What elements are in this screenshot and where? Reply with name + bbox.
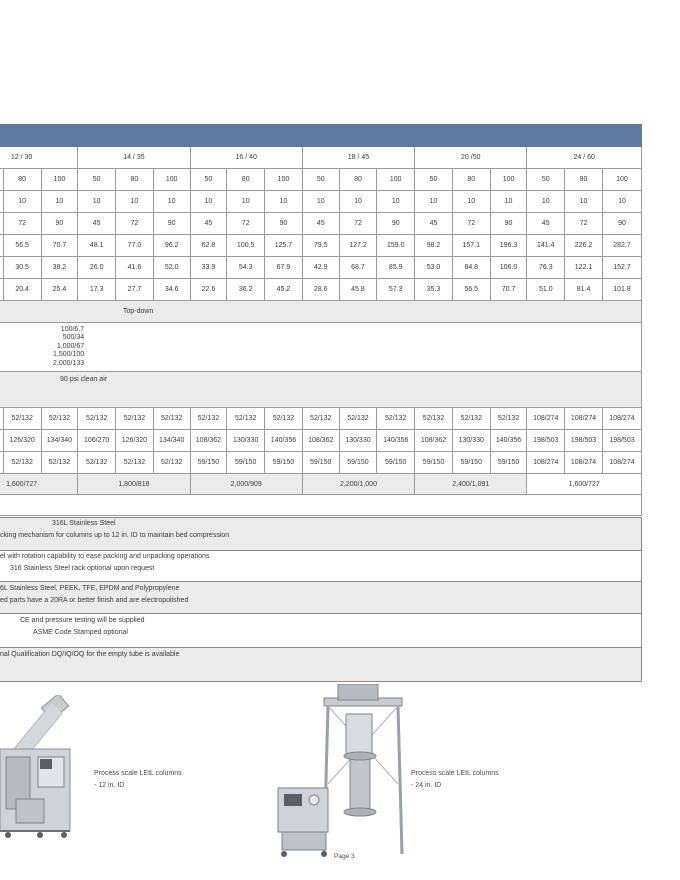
- table-cell: 72: [116, 213, 154, 235]
- table-cell: 108/362: [302, 430, 339, 452]
- table-cell: 10: [78, 191, 116, 213]
- table-cell: 59/150: [339, 452, 377, 474]
- table-cell: 45: [190, 213, 227, 235]
- table-cell: 77.0: [116, 235, 154, 257]
- table-cell: 130/330: [452, 430, 490, 452]
- spec-table: [0, 124, 642, 516]
- weight-row: [0, 474, 642, 495]
- table-cell: 52/132: [377, 408, 415, 430]
- size-cell: 16 / 40: [190, 147, 302, 169]
- table-cell: 100: [265, 169, 303, 191]
- table-cell: 33.9: [190, 257, 227, 279]
- table-cell: 108/274: [527, 452, 565, 474]
- table-row: [0, 452, 642, 474]
- table-cell: 59/150: [415, 452, 453, 474]
- table-cell: 50: [190, 169, 227, 191]
- size-cell: 18 / 45: [302, 147, 414, 169]
- table-row: [0, 235, 642, 257]
- size-cell: 12 / 30: [0, 147, 78, 169]
- table-cell: 134/340: [153, 430, 190, 452]
- table-row: [0, 191, 642, 213]
- table-cell: 126/320: [3, 430, 41, 452]
- table-cell: 27.7: [116, 279, 154, 301]
- table-cell: 100: [153, 169, 190, 191]
- table-cell: 56.5: [452, 279, 490, 301]
- table-cell: 50: [527, 169, 565, 191]
- table-cell: 10: [452, 191, 490, 213]
- table-cell: 72: [565, 213, 603, 235]
- table-cell: 10: [302, 191, 339, 213]
- column-size-row: [0, 147, 642, 169]
- column-photo-24in: [276, 684, 404, 860]
- pressure-line: 1,500/100: [53, 351, 85, 359]
- table-cell: 108/274: [565, 452, 603, 474]
- note-wetted: 6L Stainless Steel, PEEK, TFE, EPDM and Polypropylene: [0, 585, 180, 592]
- orientation-row: [0, 301, 642, 323]
- table-cell: 130/330: [339, 430, 377, 452]
- table-row: [0, 430, 642, 452]
- pressure-row: [0, 323, 642, 372]
- dimension-rows: [0, 408, 642, 474]
- table-row: [0, 169, 642, 191]
- table-cell: 90: [490, 213, 527, 235]
- table-cell: 52/132: [265, 408, 303, 430]
- table-cell: 30.5: [3, 257, 41, 279]
- table-cell: 52/132: [78, 452, 116, 474]
- table-cell: 56.5: [3, 235, 41, 257]
- table-cell: 52/132: [153, 408, 190, 430]
- table-cell: 198/503: [602, 430, 641, 452]
- table-cell: 52/132: [116, 452, 154, 474]
- note-frame: el with rotation capability to ease packing and unpacking operations: [0, 553, 210, 560]
- table-cell: 76.3: [527, 257, 565, 279]
- table-cell: 140/356: [490, 430, 527, 452]
- table-cell: 22.6: [190, 279, 227, 301]
- table-cell: 10: [265, 191, 303, 213]
- table-cell: 45: [415, 213, 453, 235]
- table-cell: 130/330: [227, 430, 265, 452]
- table-cell: 52/132: [490, 408, 527, 430]
- table-cell: 108/274: [602, 452, 641, 474]
- table-cell: 59/150: [265, 452, 303, 474]
- table-cell: 10: [527, 191, 565, 213]
- notes-table: [0, 517, 642, 682]
- table-cell: 106.0: [490, 257, 527, 279]
- table-cell: 226.2: [565, 235, 603, 257]
- caption-24in: [411, 768, 499, 792]
- note-qualification: nal Qualification DQ/IQ/OQ for the empty tube is available: [0, 651, 180, 658]
- table-cell: 52/132: [227, 408, 265, 430]
- page-number: Page 3: [334, 853, 355, 860]
- table-cell: 10: [116, 191, 154, 213]
- notes-wetted-row: [0, 582, 642, 614]
- table-cell: 10: [490, 191, 527, 213]
- table-cell: 52/132: [153, 452, 190, 474]
- caption-24in-title: Process scale LEtL columns: [411, 770, 499, 777]
- table-cell: 100: [602, 169, 641, 191]
- table-header-bar: [0, 125, 642, 147]
- table-cell: 10: [227, 191, 265, 213]
- table-cell: 122.1: [565, 257, 603, 279]
- table-cell: 10: [339, 191, 377, 213]
- table-cell: 45: [302, 213, 339, 235]
- table-cell: 80: [116, 169, 154, 191]
- table-cell: 59/150: [190, 452, 227, 474]
- table-cell: 52/132: [116, 408, 154, 430]
- table-cell: 79.5: [302, 235, 339, 257]
- table-cell: 282.7: [602, 235, 641, 257]
- table-cell: 108/274: [602, 408, 641, 430]
- note-finish: ed parts have a 20RA or better finish and are electropolished: [0, 597, 189, 604]
- table-cell: 80: [227, 169, 265, 191]
- size-cell: 20 /50: [415, 147, 527, 169]
- table-cell: 100: [377, 169, 415, 191]
- table-cell: 17.3: [78, 279, 116, 301]
- table-cell: 100: [41, 169, 78, 191]
- table-cell: 45.2: [265, 279, 303, 301]
- table-cell: 72: [3, 213, 41, 235]
- table-cell: 108/274: [527, 408, 565, 430]
- caption-12in-title: Process scale LEtL columns: [94, 770, 182, 777]
- table-cell: 10: [3, 191, 41, 213]
- caption-12in-size: - 12 in. ID: [94, 782, 125, 789]
- table-cell: 28.6: [302, 279, 339, 301]
- table-cell: 67.9: [265, 257, 303, 279]
- table-cell: 101.8: [602, 279, 641, 301]
- table-cell: 106/270: [78, 430, 116, 452]
- pressure-ratings: [53, 326, 84, 369]
- table-row: [0, 257, 642, 279]
- table-cell: 108/274: [565, 408, 603, 430]
- table-row: [0, 213, 642, 235]
- table-cell: 96.2: [153, 235, 190, 257]
- table-cell: 108/362: [190, 430, 227, 452]
- table-cell: 141.4: [527, 235, 565, 257]
- weight-cell: 1,600/727: [527, 474, 642, 495]
- table-cell: 70.7: [490, 279, 527, 301]
- orientation-value: Top-down: [0, 301, 642, 323]
- weight-cell: 1,600/727: [0, 474, 78, 495]
- table-cell: 80: [452, 169, 490, 191]
- pressure-line: 100/6.7: [60, 325, 85, 333]
- table-cell: 59/150: [490, 452, 527, 474]
- table-cell: 53.0: [415, 257, 453, 279]
- table-cell: 84.8: [452, 257, 490, 279]
- table-cell: 57.3: [377, 279, 415, 301]
- table-cell: 45: [78, 213, 116, 235]
- table-cell: 198/503: [565, 430, 603, 452]
- table-cell: 25.4: [41, 279, 78, 301]
- table-cell: 52/132: [415, 408, 453, 430]
- table-cell: 35.3: [415, 279, 453, 301]
- table-cell: 52/132: [339, 408, 377, 430]
- table-cell: 59/150: [227, 452, 265, 474]
- table-cell: 10: [377, 191, 415, 213]
- table-cell: 72: [339, 213, 377, 235]
- table-cell: 38.2: [41, 257, 78, 279]
- pressure-line: 1,000/67: [56, 342, 85, 350]
- weight-cell: 2,200/1,000: [302, 474, 414, 495]
- table-cell: 80: [3, 169, 41, 191]
- table-cell: 52.0: [153, 257, 190, 279]
- table-cell: 41.6: [116, 257, 154, 279]
- air-supply-row: [0, 372, 642, 408]
- table-cell: 45.8: [339, 279, 377, 301]
- table-cell: 85.9: [377, 257, 415, 279]
- weight-cell: 2,400/1,091: [415, 474, 527, 495]
- table-cell: 10: [565, 191, 603, 213]
- weight-cell: 1,800/818: [78, 474, 190, 495]
- table-cell: 90: [41, 213, 78, 235]
- table-cell: 45: [527, 213, 565, 235]
- table-cell: 72: [227, 213, 265, 235]
- table-cell: 54.3: [227, 257, 265, 279]
- table-cell: 52/132: [190, 408, 227, 430]
- note-rack: 316 Stainless Steel rack optional upon request: [10, 565, 155, 572]
- notes-material-row: [0, 518, 642, 551]
- table-cell: 159.0: [377, 235, 415, 257]
- table-cell: 90: [602, 213, 641, 235]
- weight-cell: 2,000/909: [190, 474, 302, 495]
- column-photo-12in: [0, 695, 85, 855]
- notes-frame-row: [0, 551, 642, 582]
- table-cell: 100.5: [227, 235, 265, 257]
- table-cell: 72: [452, 213, 490, 235]
- note-packing: cking mechanism for columns up to 12 in. ID to maintain bed compression: [0, 532, 230, 539]
- table-cell: 59/150: [302, 452, 339, 474]
- table-cell: 52/132: [78, 408, 116, 430]
- table-cell: 20.4: [3, 279, 41, 301]
- table-cell: 90: [153, 213, 190, 235]
- table-cell: 36.2: [227, 279, 265, 301]
- table-cell: 10: [602, 191, 641, 213]
- table-cell: 134/340: [41, 430, 78, 452]
- table-cell: 81.4: [565, 279, 603, 301]
- table-cell: 26.0: [78, 257, 116, 279]
- note-ce: CE and pressure testing will be supplied: [20, 617, 145, 624]
- note-asme: ASME Code Stamped optional: [33, 629, 128, 636]
- table-cell: 100: [490, 169, 527, 191]
- table-cell: 90: [265, 213, 303, 235]
- table-cell: 34.6: [153, 279, 190, 301]
- size-cell: 14 / 35: [78, 147, 190, 169]
- table-row: [0, 408, 642, 430]
- notes-qualification-row: [0, 648, 642, 682]
- table-cell: 108/362: [415, 430, 453, 452]
- table-cell: 48.1: [78, 235, 116, 257]
- table-cell: 157.1: [452, 235, 490, 257]
- table-cell: 10: [41, 191, 78, 213]
- table-cell: 50: [78, 169, 116, 191]
- table-cell: 52/132: [41, 408, 78, 430]
- note-material: 316L Stainless Steel: [52, 520, 116, 527]
- table-cell: 10: [415, 191, 453, 213]
- table-cell: 140/356: [265, 430, 303, 452]
- notes-ce-row: [0, 614, 642, 648]
- table-cell: 10: [153, 191, 190, 213]
- table-cell: 51.0: [527, 279, 565, 301]
- table-cell: 68.7: [339, 257, 377, 279]
- table-row: [0, 279, 642, 301]
- table-cell: 52/132: [41, 452, 78, 474]
- table-cell: 42.9: [302, 257, 339, 279]
- table-cell: 80: [565, 169, 603, 191]
- table-cell: 59/150: [377, 452, 415, 474]
- table-cell: 52/132: [3, 408, 41, 430]
- table-cell: 10: [190, 191, 227, 213]
- table-cell: 196.3: [490, 235, 527, 257]
- table-cell: 59/150: [452, 452, 490, 474]
- table-cell: 80: [339, 169, 377, 191]
- table-cell: 52/132: [3, 452, 41, 474]
- blank-row: [0, 495, 642, 516]
- table-cell: 52/132: [452, 408, 490, 430]
- table-cell: 126/320: [116, 430, 154, 452]
- pressure-line: 500/34: [62, 334, 85, 342]
- numeric-rows: [0, 169, 642, 301]
- table-cell: 50: [302, 169, 339, 191]
- pressure-line: 2,000/133: [53, 359, 85, 367]
- table-cell: 90: [377, 213, 415, 235]
- caption-24in-size: - 24 in. ID: [411, 782, 442, 789]
- table-cell: 98.2: [415, 235, 453, 257]
- table-cell: 62.8: [190, 235, 227, 257]
- table-cell: 70.7: [41, 235, 78, 257]
- size-cell: 24 / 60: [527, 147, 642, 169]
- table-cell: 152.7: [602, 257, 641, 279]
- table-cell: 127.2: [339, 235, 377, 257]
- table-cell: 198/503: [527, 430, 565, 452]
- caption-12in: [94, 768, 182, 792]
- table-cell: 50: [415, 169, 453, 191]
- air-supply-value: 90 psi clean air: [0, 372, 642, 408]
- table-cell: 125.7: [265, 235, 303, 257]
- table-cell: 52/132: [302, 408, 339, 430]
- table-cell: 140/356: [377, 430, 415, 452]
